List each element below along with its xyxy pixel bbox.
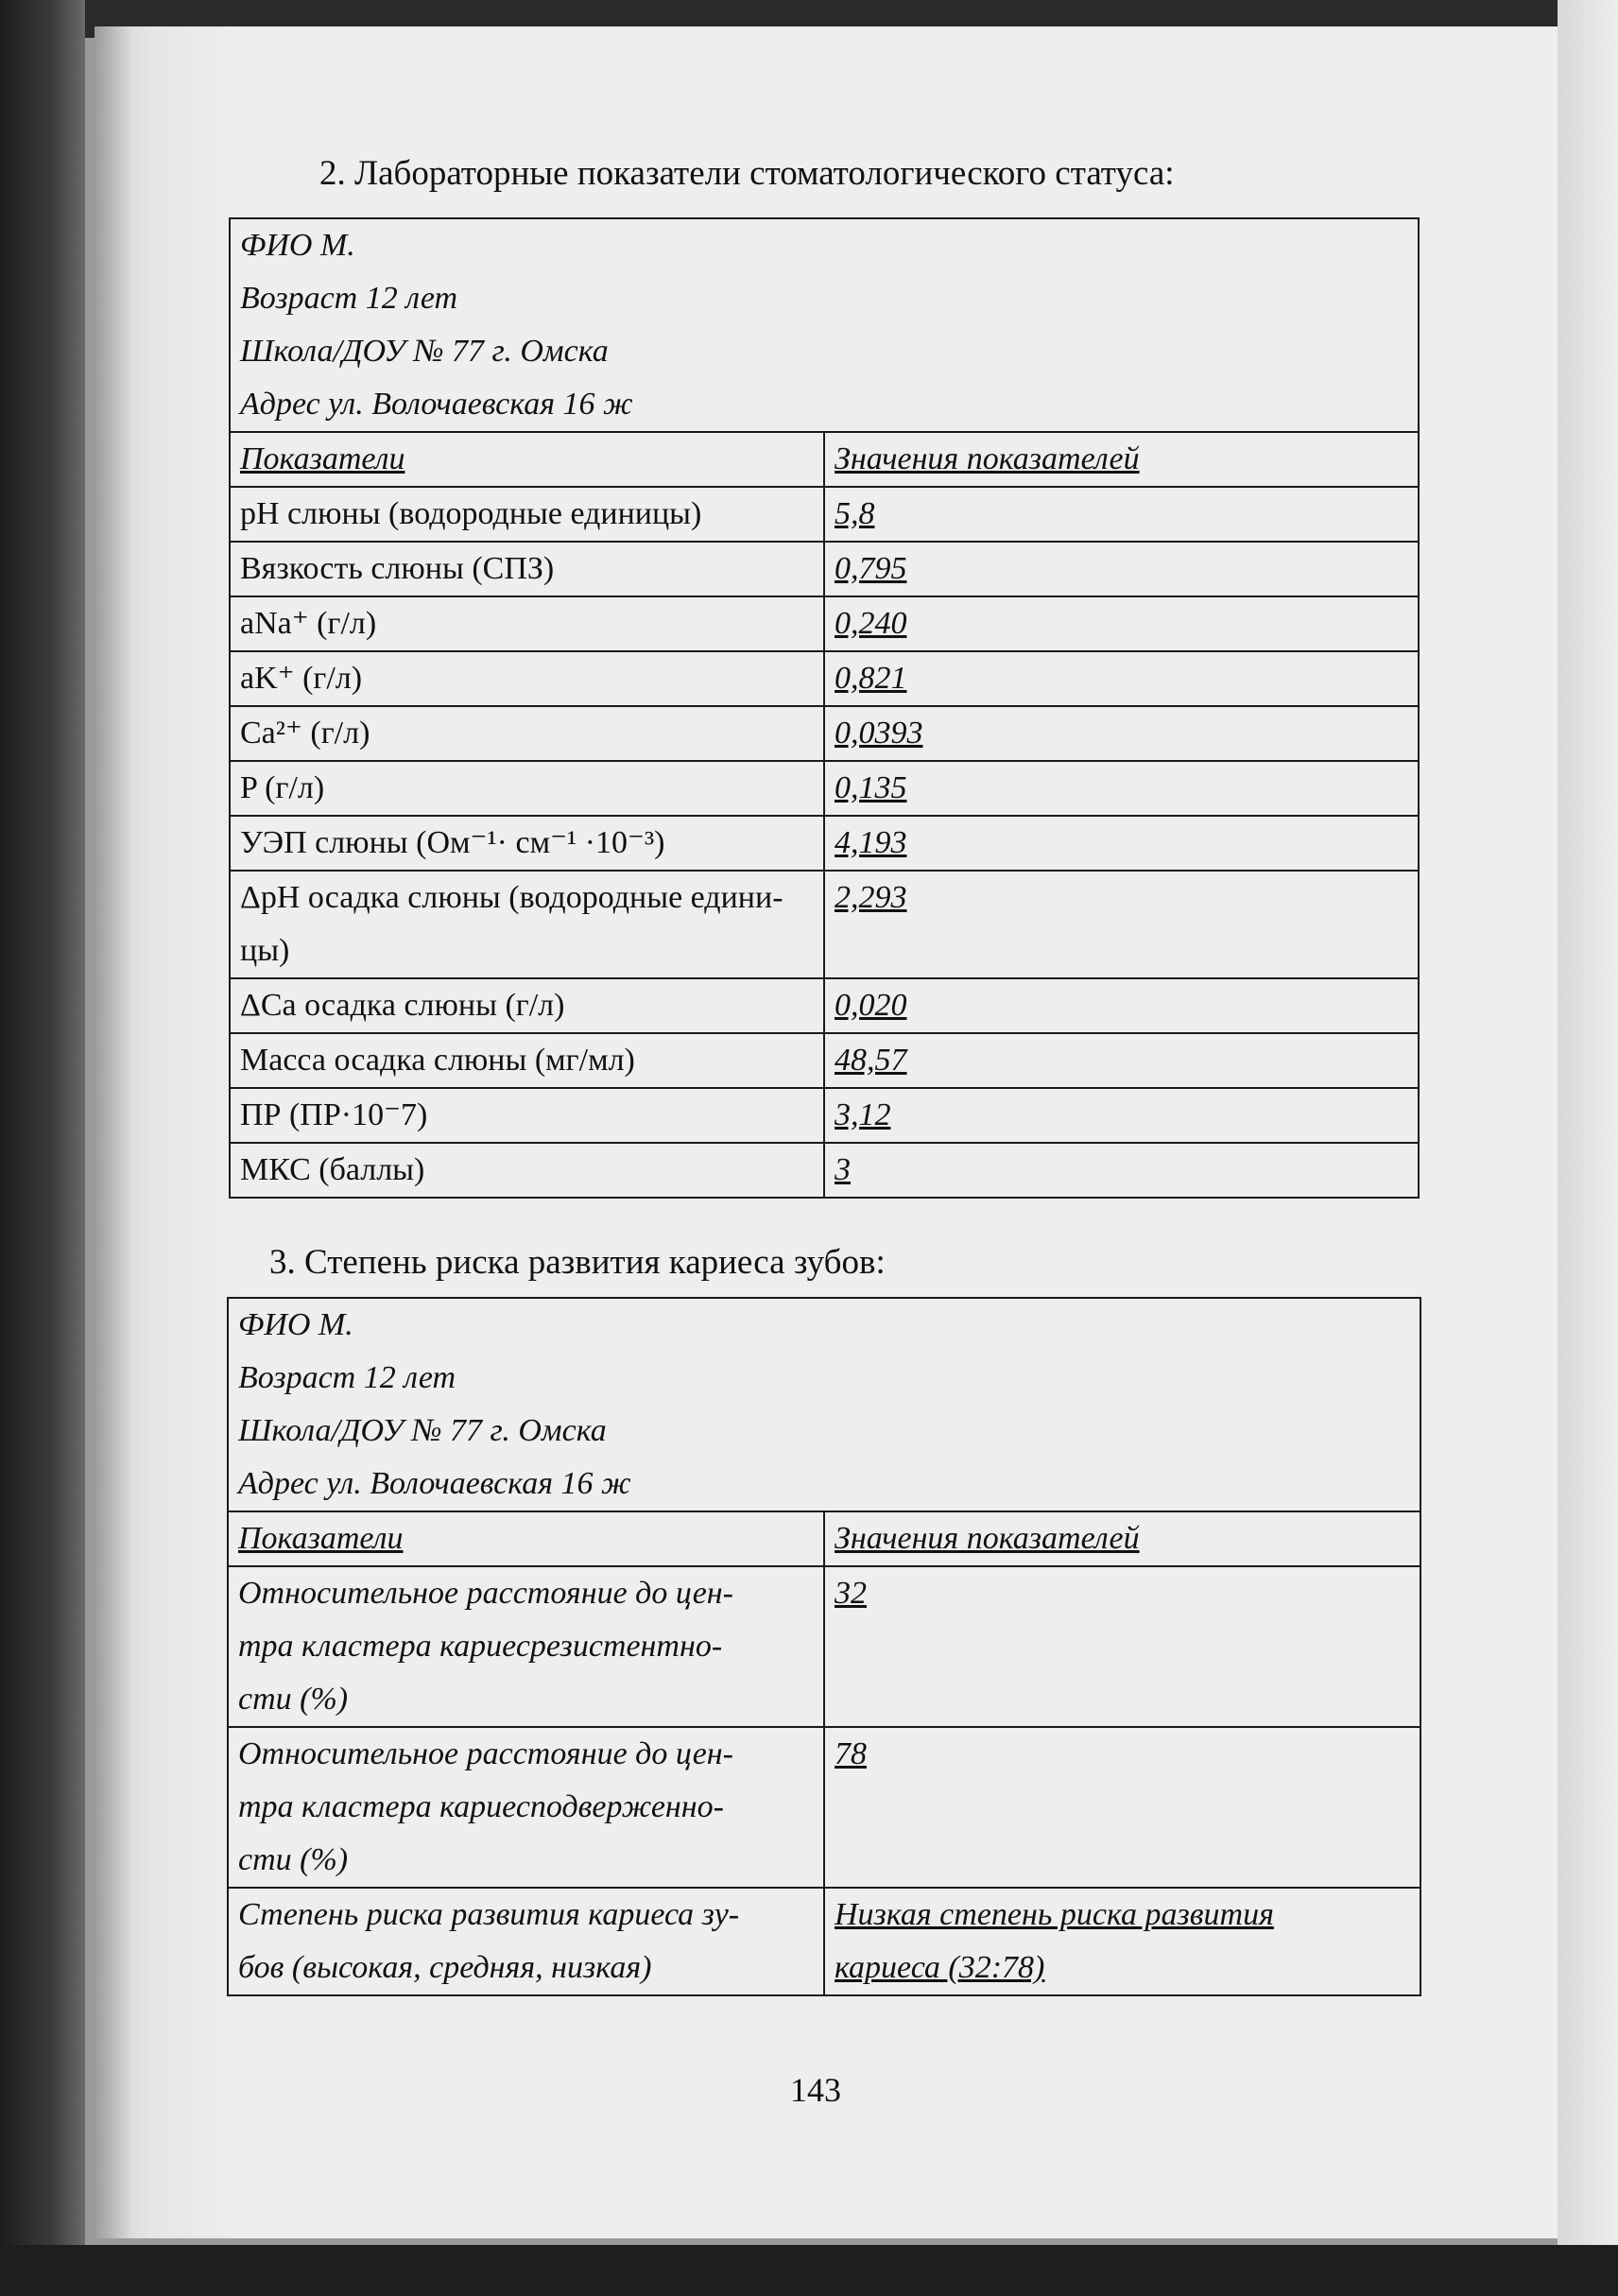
indicator-value [824,1727,1420,1888]
page-number: 143 [790,2071,841,2109]
section-3-heading: 3. Степень риска развития кариеса зубов: [269,1243,886,1282]
indicator-value-text: 32 [835,1576,867,1611]
table-row [230,1143,1419,1198]
indicator-name: P (г/л) [230,761,824,816]
indicator-value: 0,240 [824,596,1419,651]
indicator-name: Ca²⁺ (г/л) [230,706,824,761]
indicator-name [228,1566,824,1727]
section-2-heading: 2. Лабораторные показатели стоматологического статуса: [319,154,1175,193]
table-header-row [230,432,1419,487]
table-row [230,1033,1419,1088]
table-row [230,761,1419,816]
lab-indicators-table [229,217,1420,1199]
patient-name: ФИО М. [230,218,1419,272]
table-row [230,487,1419,542]
indicator-name-line: Степень риска развития кариеса зу- [238,1897,740,1932]
indicator-value [824,1566,1420,1727]
table-row [230,871,1419,978]
patient-address: Адрес ул. Волочаевская 16 ж [228,1458,1420,1511]
indicator-value: 0,821 [824,651,1419,706]
table-row [230,651,1419,706]
indicator-name-line: бов (высокая, средняя, низкая) [238,1950,652,1985]
indicator-value: 0,135 [824,761,1419,816]
indicator-value: 3,12 [824,1088,1419,1143]
table-row [228,1727,1420,1888]
indicator-name-line: сти (%) [238,1682,349,1717]
indicator-value: 0,0393 [824,706,1419,761]
indicator-name-line: тра кластера кариесрезистентно- [238,1629,723,1664]
table-row [228,1566,1420,1727]
indicator-value: 0,795 [824,542,1419,596]
patient-age: Возраст 12 лет [230,272,1419,325]
indicator-name: pH слюны (водородные единицы) [230,487,824,542]
patient-name: ФИО М. [228,1298,1420,1352]
column-header-indicators: Показатели [230,432,824,487]
indicator-value: 5,8 [824,487,1419,542]
indicator-name-line-1: ΔpH осадка слюны (водородные едини- [240,880,783,915]
indicator-name: УЭП слюны (Ом⁻¹· см⁻¹ ·10⁻³) [230,816,824,871]
patient-school: Школа/ДОУ № 77 г. Омска [230,325,1419,378]
indicator-value: 3 [824,1143,1419,1198]
scanner-edge-right [1558,0,1618,2296]
table-row [230,978,1419,1033]
indicator-name-line: Относительное расстояние до цен- [238,1576,733,1611]
indicator-value: 0,020 [824,978,1419,1033]
indicator-name: Масса осадка слюны (мг/мл) [230,1033,824,1088]
indicator-name: МКС (баллы) [230,1143,824,1198]
indicator-value: 48,57 [824,1033,1419,1088]
indicator-value-line: кариеса (32:78) [835,1950,1045,1985]
table-row [230,596,1419,651]
patient-age: Возраст 12 лет [228,1352,1420,1405]
indicator-name-line: сти (%) [238,1842,349,1877]
indicator-name-line: Относительное расстояние до цен- [238,1736,733,1771]
table-row [228,1888,1420,1995]
indicator-name: aNa⁺ (г/л) [230,596,824,651]
indicator-name: ПР (ПР·10⁻7) [230,1088,824,1143]
indicator-value-text: 78 [835,1736,867,1771]
scanner-edge-left [0,0,85,2296]
indicator-value: 4,193 [824,816,1419,871]
table-row [230,542,1419,596]
indicator-name: aK⁺ (г/л) [230,651,824,706]
indicator-value [824,1888,1420,1995]
indicator-name: ΔCa осадка слюны (г/л) [230,978,824,1033]
indicator-name-line: тра кластера кариесподверженно- [238,1789,724,1824]
page-gutter-shadow [95,26,132,2238]
indicator-name: Вязкость слюны (СПЗ) [230,542,824,596]
scanner-edge-bottom [0,2245,1618,2296]
patient-address: Адрес ул. Волочаевская 16 ж [230,378,1419,432]
indicator-name [228,1727,824,1888]
indicator-name [230,871,824,978]
indicator-name-line-2: цы) [240,933,290,968]
indicator-value: 2,293 [824,871,1419,978]
indicator-name [228,1888,824,1995]
patient-school: Школа/ДОУ № 77 г. Омска [228,1405,1420,1458]
table-row [230,1088,1419,1143]
indicator-value-line: Низкая степень риска развития [835,1897,1274,1932]
caries-risk-table [227,1297,1421,1996]
column-header-values: Значения показателей [824,432,1419,487]
table-header-row [228,1511,1420,1566]
table-row [230,706,1419,761]
table-row [230,816,1419,871]
column-header-indicators: Показатели [228,1511,824,1566]
column-header-values: Значения показателей [824,1511,1420,1566]
